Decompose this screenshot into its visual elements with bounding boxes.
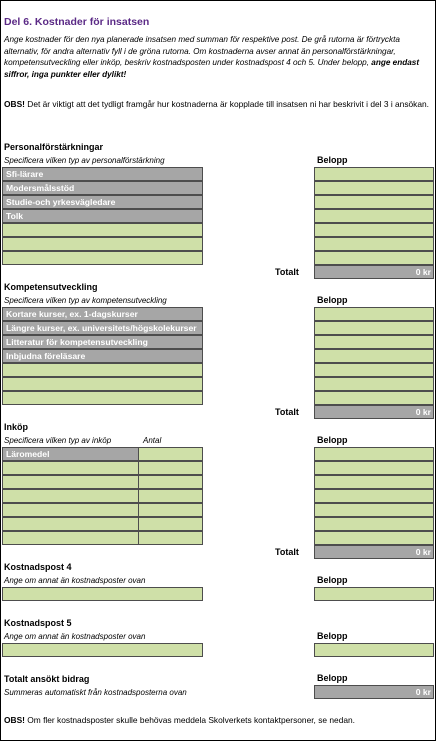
prefilled-cost-item: Modersmålsstöd	[2, 181, 203, 195]
antal-cell[interactable]	[138, 489, 203, 503]
belopp-label: Belopp	[317, 631, 348, 641]
belopp-label: Belopp	[317, 295, 348, 305]
belopp-cell[interactable]	[314, 363, 434, 377]
cost-item-description-cell[interactable]	[2, 531, 139, 545]
belopp-cell[interactable]	[314, 335, 434, 349]
antal-cell[interactable]	[138, 447, 203, 461]
obs-note-top	[4, 99, 434, 111]
cost-item-description-cell[interactable]	[2, 391, 203, 405]
section-heading-kompetens: Kompetensutveckling	[4, 282, 98, 292]
belopp-cell[interactable]	[314, 517, 434, 531]
belopp-cell[interactable]	[314, 321, 434, 335]
antal-cell[interactable]	[138, 531, 203, 545]
section-sub-personal: Specificera vilken typ av personalförstärkning	[4, 156, 165, 165]
cost-item-description-cell[interactable]	[2, 237, 203, 251]
page-title: Del 6. Kostnader för insatsen	[4, 16, 150, 28]
obs-note-bottom	[4, 715, 434, 727]
belopp-cell[interactable]	[314, 349, 434, 363]
intro-emphasis: ange endast siffror, inga punkter eller dylikt!	[4, 58, 420, 79]
antal-label: Antal	[143, 436, 162, 445]
prefilled-cost-item: Kortare kurser, ex. 1-dagskurser	[2, 307, 203, 321]
section-heading-personal: Personalförstärkningar	[4, 142, 104, 152]
obs-label: OBS!	[4, 99, 25, 109]
section-sub-sum: Summeras automatiskt från kostnadsposterna ovan	[4, 688, 187, 697]
belopp-cell[interactable]	[314, 307, 434, 321]
belopp-cell[interactable]	[314, 167, 434, 181]
antal-cell[interactable]	[138, 461, 203, 475]
belopp-cell[interactable]	[314, 391, 434, 405]
belopp-cell[interactable]	[314, 461, 434, 475]
belopp-cell[interactable]	[314, 237, 434, 251]
section-heading-post4: Kostnadspost 4	[4, 562, 72, 572]
prefilled-cost-item: Sfi-lärare	[2, 167, 203, 181]
belopp-cell[interactable]	[314, 447, 434, 461]
section-heading-inkop: Inköp	[4, 422, 28, 432]
belopp-cell[interactable]	[314, 209, 434, 223]
prefilled-cost-item: Längre kurser, ex. universitets/högskolekurser	[2, 321, 203, 335]
post4-description-cell[interactable]	[2, 587, 203, 601]
belopp-cell[interactable]	[314, 377, 434, 391]
cost-item-description-cell[interactable]	[2, 517, 139, 531]
belopp-label: Belopp	[317, 435, 348, 445]
total-kompetens: 0 kr	[314, 405, 434, 419]
belopp-cell[interactable]	[314, 195, 434, 209]
antal-cell[interactable]	[138, 475, 203, 489]
intro-body: Ange kostnader för den nya planerade insatsen med summan för respektive post. De grå rutorna är förtryckta alternativ, för andra alternativ fyll i de gröna rutorna. Om kostnaderna avser annat än personalförstärkningar, kompetensutveckling eller inköp, beskriv kostnadsposten under kostnadspost 4 och 5. Under belopp,	[4, 35, 400, 68]
prefilled-cost-item: Studie-och yrkesvägledare	[2, 195, 203, 209]
belopp-cell[interactable]	[314, 503, 434, 517]
section-sub-kompetens: Specificera vilken typ av kompetensutveckling	[4, 296, 167, 305]
belopp-label: Belopp	[317, 673, 348, 683]
cost-item-description-cell[interactable]	[2, 377, 203, 391]
antal-cell[interactable]	[138, 503, 203, 517]
cost-item-description-cell[interactable]	[2, 503, 139, 517]
prefilled-cost-item: Tolk	[2, 209, 203, 223]
post5-amount-cell[interactable]	[314, 643, 434, 657]
obs-text: Det är viktigt att det tydligt framgår hur kostnaderna är kopplade till insatsen ni har beskrivit i del 3 i ansökan.	[27, 99, 430, 109]
belopp-label: Belopp	[317, 575, 348, 585]
cost-item-description-cell[interactable]	[2, 251, 203, 265]
prefilled-cost-item: Litteratur för kompetensutveckling	[2, 335, 203, 349]
belopp-cell[interactable]	[314, 251, 434, 265]
cost-item-description-cell[interactable]	[2, 489, 139, 503]
belopp-cell[interactable]	[314, 181, 434, 195]
obs-label: OBS!	[4, 715, 25, 725]
belopp-cell[interactable]	[314, 531, 434, 545]
prefilled-cost-item: Inbjudna föreläsare	[2, 349, 203, 363]
intro-text	[4, 34, 432, 80]
antal-cell[interactable]	[138, 517, 203, 531]
belopp-cell[interactable]	[314, 223, 434, 237]
belopp-cell[interactable]	[314, 475, 434, 489]
total-inkop: 0 kr	[314, 545, 434, 559]
prefilled-cost-item: Läromedel	[2, 447, 139, 461]
section-heading-sum: Totalt ansökt bidrag	[4, 674, 90, 684]
belopp-cell[interactable]	[314, 489, 434, 503]
obs-text: Om fler kostnadsposter skulle behövas meddela Skolverkets kontaktpersoner, se nedan.	[27, 715, 355, 725]
cost-item-description-cell[interactable]	[2, 475, 139, 489]
belopp-label: Belopp	[317, 155, 348, 165]
total-personal: 0 kr	[314, 265, 434, 279]
section-sub-inkop: Specificera vilken typ av inköp	[4, 436, 112, 445]
total-sum: 0 kr	[314, 685, 434, 699]
post4-amount-cell[interactable]	[314, 587, 434, 601]
cost-item-description-cell[interactable]	[2, 363, 203, 377]
totalt-label: Totalt	[275, 267, 299, 277]
section-heading-post5: Kostnadspost 5	[4, 618, 72, 628]
section-sub-post5: Ange om annat än kostnadsposter ovan	[4, 632, 146, 641]
section-sub-post4: Ange om annat än kostnadsposter ovan	[4, 576, 146, 585]
post5-description-cell[interactable]	[2, 643, 203, 657]
cost-item-description-cell[interactable]	[2, 223, 203, 237]
totalt-label: Totalt	[275, 547, 299, 557]
totalt-label: Totalt	[275, 407, 299, 417]
cost-item-description-cell[interactable]	[2, 461, 139, 475]
